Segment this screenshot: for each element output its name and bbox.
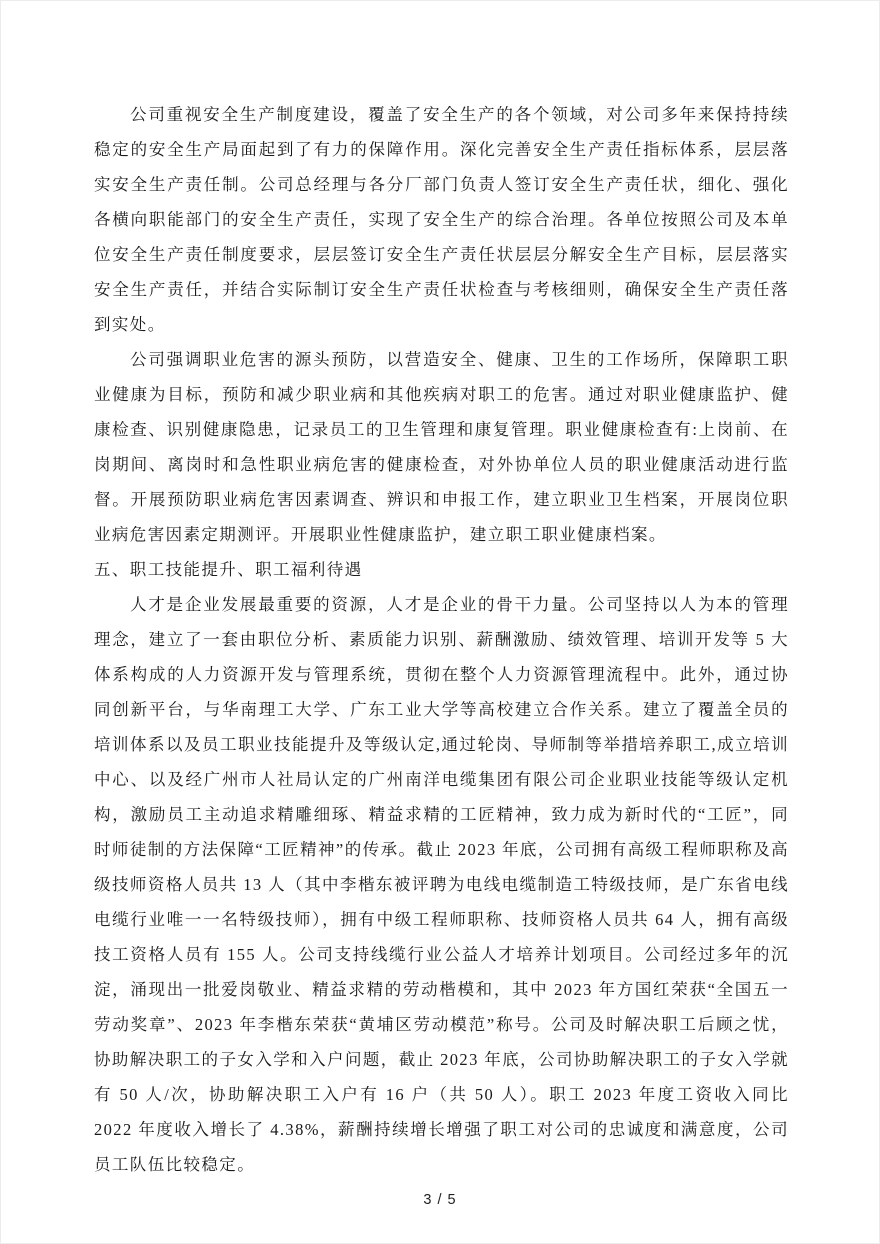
paragraph: 公司重视安全生产制度建设，覆盖了安全生产的各个领域，对公司多年来保持持续稳定的安全生产局面起到了有力的保障作用。深化完善安全生产责任指标体系，层层落实安全生产责任制。公司总经理与各分厂部门负责人签订安全生产责任状，细化、强化各横向职能部门的安全生产责任，实现了安全生产的综合治理。各单位按照公司及本单位安全生产责任制度要求，层层签订安全生产责任状层层分解安全生产目标，层层落实安全生产责任，并结合实际制订安全生产责任状检查与考核细则，确保安全生产责任落到实处。 [94, 105, 789, 334]
document-body [1, 1, 879, 1182]
section-heading: 五、职工技能提升、职工福利待遇 [94, 560, 363, 579]
page-footer [1, 1190, 879, 1210]
page-number: 3 / 5 [423, 1192, 457, 1208]
paragraph: 人才是企业发展最重要的资源，人才是企业的骨干力量。公司坚持以人为本的管理理念，建立了一套由职位分析、素质能力识别、薪酬激励、绩效管理、培训开发等 5 大体系构成的人力资源开发与管理系统，贯彻在整个人力资源管理流程中。此外，通过协同创新平台，与华南理工大学、广东工业大学等高校建立合作关系。建立了覆盖全员的培训体系以及员工职业技能提升及等级认定,通过轮岗、导师制等举措培养职工,成立培训中心、以及经广州市人社局认定的广州南洋电缆集团有限公司企业职业技能等级认定机构，激励员工主动追求精雕细琢、精益求精的工匠精神，致力成为新时代的“工匠”，同时师徒制的方法保障“工匠精神”的传承。截止 2023 年底，公司拥有高级工程师职称及高级技师资格人员共 13 人（其中李楷东被评聘为电线电缆制造工特级技师，是广东省电线电缆行业唯一一名特级技师），拥有中级工程师职称、技师资格人员共 64 人，拥有高级技工资格人员有 155 人。公司支持线缆行业公益人才培养计划项目。公司经过多年的沉淀，涌现出一批爱岗敬业、精益求精的劳动楷模和，其中 2023 年方国红荣获“全国五一劳动奖章”、2023 年李楷东荣获“黄埔区劳动模范”称号。公司及时解决职工后顾之忧，协助解决职工的子女入学和入户问题，截止 2023 年底，公司协助解决职工的子女入学就有 50 人/次，协助解决职工入户有 16 户（共 50 人）。职工 2023 年度工资收入同比 2022 年度收入增长了 4.38%，薪酬持续增长增强了职工对公司的忠诚度和满意度，公司员工队伍比较稳定。 [94, 595, 789, 1174]
paragraph: 公司强调职业危害的源头预防，以营造安全、健康、卫生的工作场所，保障职工职业健康为目标，预防和减少职业病和其他疾病对职工的危害。通过对职业健康监护、健康检查、识别健康隐患，记录员工的卫生管理和康复管理。职业健康检查有:上岗前、在岗期间、离岗时和急性职业病危害的健康检查，对外协单位人员的职业健康活动进行监督。开展预防职业病危害因素调查、辨识和申报工作，建立职业卫生档案，开展岗位职业病危害因素定期测评。开展职业性健康监护，建立职工职业健康档案。 [94, 350, 789, 544]
